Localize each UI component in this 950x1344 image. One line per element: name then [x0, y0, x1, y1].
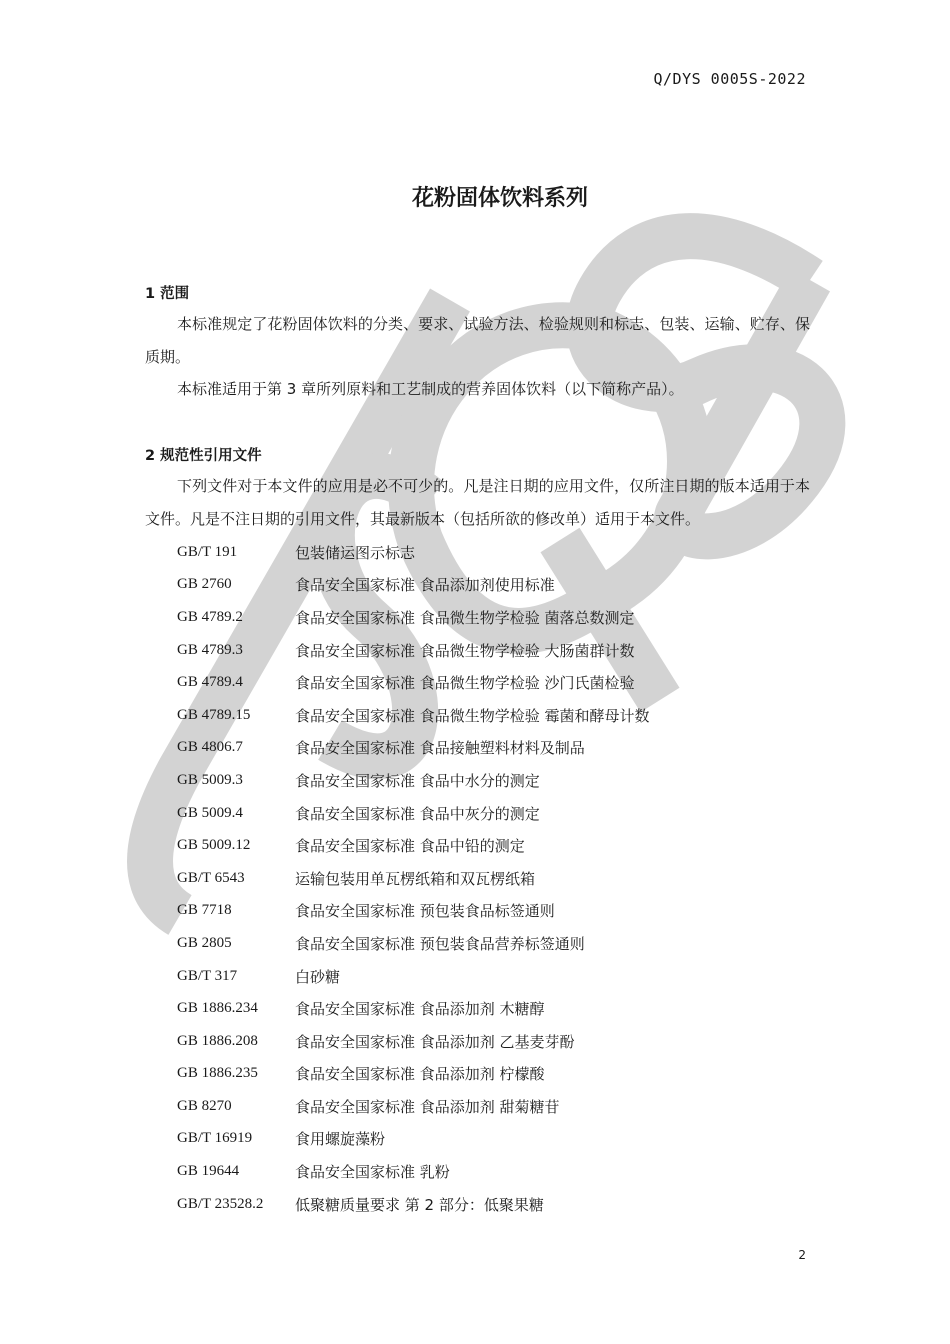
reference-title: 食品安全国家标准 食品添加剂 甜菊糖苷: [295, 1097, 560, 1116]
reference-item: [177, 1025, 817, 1058]
reference-code: GB 2760: [177, 576, 232, 593]
reference-code: GB 4789.2: [177, 608, 243, 625]
reference-item: [177, 601, 817, 634]
reference-code: GB 7718: [177, 902, 232, 919]
scope-paragraph-1: 本标准规定了花粉固体饮料的分类、要求、试验方法、检验规则和标志、包装、运输、贮存、保质期。: [145, 315, 810, 366]
reference-code: GB/T 317: [177, 967, 238, 984]
reference-code: GB 5009.12: [177, 837, 251, 854]
reference-item: [177, 1090, 817, 1123]
reference-title: 食品安全国家标准 食品中水分的测定: [295, 771, 540, 790]
reference-title: 食品安全国家标准 食品微生物学检验 沙门氏菌检验: [295, 674, 635, 693]
reference-title: 食品安全国家标准 预包装食品营养标签通则: [295, 934, 585, 953]
reference-title: 食品安全国家标准 食品添加剂 木糖醇: [295, 1000, 545, 1019]
reference-title: 食品安全国家标准 食品添加剂 柠檬酸: [295, 1065, 545, 1084]
reference-code: GB/T 16919: [177, 1130, 253, 1147]
reference-title: 食用螺旋藻粉: [295, 1130, 386, 1149]
reference-item: [177, 829, 817, 862]
reference-item: [177, 992, 817, 1025]
reference-item: [177, 764, 817, 797]
reference-title: 食品安全国家标准 食品中灰分的测定: [295, 804, 540, 823]
reference-code: GB 4789.3: [177, 641, 243, 658]
reference-code: GB 19644: [177, 1163, 240, 1180]
reference-code: GB/T 6543: [177, 869, 245, 886]
document-title: 花粉固体饮料系列: [411, 186, 588, 211]
reference-title: 食品安全国家标准 食品接触塑料材料及制品: [295, 739, 585, 758]
reference-item: [177, 536, 817, 569]
reference-item: [177, 569, 817, 602]
reference-title: 食品安全国家标准 食品微生物学检验 霉菌和酵母计数: [295, 706, 650, 725]
reference-code: GB 4789.15: [177, 706, 251, 723]
reference-item: [177, 797, 817, 830]
document-code: Q/DYS 0005S-2022: [653, 70, 806, 88]
reference-code: GB 1886.234: [177, 1000, 258, 1017]
references-intro-paragraph: 下列文件对于本文件的应用是必不可少的。凡是注日期的应用文件，仅所注日期的版本适用于本文件。凡是不注日期的引用文件，其最新版本（包括所欲的修改单）适用于本文件。: [145, 477, 810, 528]
reference-title: 食品安全国家标准 食品中铅的测定: [295, 837, 525, 856]
reference-item: [177, 699, 817, 732]
reference-item: [177, 732, 817, 765]
reference-code: GB 4806.7: [177, 739, 243, 756]
reference-title: 运输包装用单瓦楞纸箱和双瓦楞纸箱: [295, 869, 536, 888]
reference-code: GB 5009.4: [177, 804, 243, 821]
reference-title: 食品安全国家标准 乳粉: [295, 1163, 450, 1182]
reference-code: GB 1886.235: [177, 1065, 258, 1082]
reference-item: [177, 895, 817, 928]
reference-item: [177, 666, 817, 699]
reference-code: GB 8270: [177, 1097, 232, 1114]
reference-item: [177, 927, 817, 960]
reference-item: [177, 1058, 817, 1091]
reference-code: GB/T 23528.2: [177, 1195, 264, 1212]
scope-paragraph-2: 本标准适用于第 3 章所列原料和工艺制成的营养固体饮料（以下简称产品）。: [177, 380, 684, 398]
reference-code: GB 1886.208: [177, 1032, 258, 1049]
reference-title: 食品安全国家标准 食品添加剂使用标准: [295, 576, 555, 595]
section-heading-normative-references: 2 规范性引用文件: [145, 448, 262, 464]
reference-title: 食品安全国家标准 食品微生物学检验 大肠菌群计数: [295, 641, 635, 660]
reference-item: [177, 1123, 817, 1156]
reference-item: [177, 960, 817, 993]
reference-title: 白砂糖: [295, 967, 341, 986]
section-heading-scope: 1 范围: [145, 286, 190, 302]
reference-title: 低聚糖质量要求 第 2 部分：低聚果糖: [295, 1195, 544, 1214]
reference-code: GB 4789.4: [177, 674, 243, 691]
reference-item: [177, 1188, 817, 1221]
reference-title: 食品安全国家标准 食品微生物学检验 菌落总数测定: [295, 608, 635, 627]
page-number: 2: [798, 1248, 806, 1262]
reference-item: [177, 634, 817, 667]
reference-code: GB 2805: [177, 934, 232, 951]
reference-item: [177, 862, 817, 895]
reference-title: 包装储运图示标志: [295, 543, 416, 562]
reference-code: GB 5009.3: [177, 771, 243, 788]
reference-item: [177, 1155, 817, 1188]
reference-title: 食品安全国家标准 预包装食品标签通则: [295, 902, 555, 921]
reference-title: 食品安全国家标准 食品添加剂 乙基麦芽酚: [295, 1032, 575, 1051]
reference-list: [177, 536, 817, 1220]
reference-code: GB/T 191: [177, 543, 238, 560]
